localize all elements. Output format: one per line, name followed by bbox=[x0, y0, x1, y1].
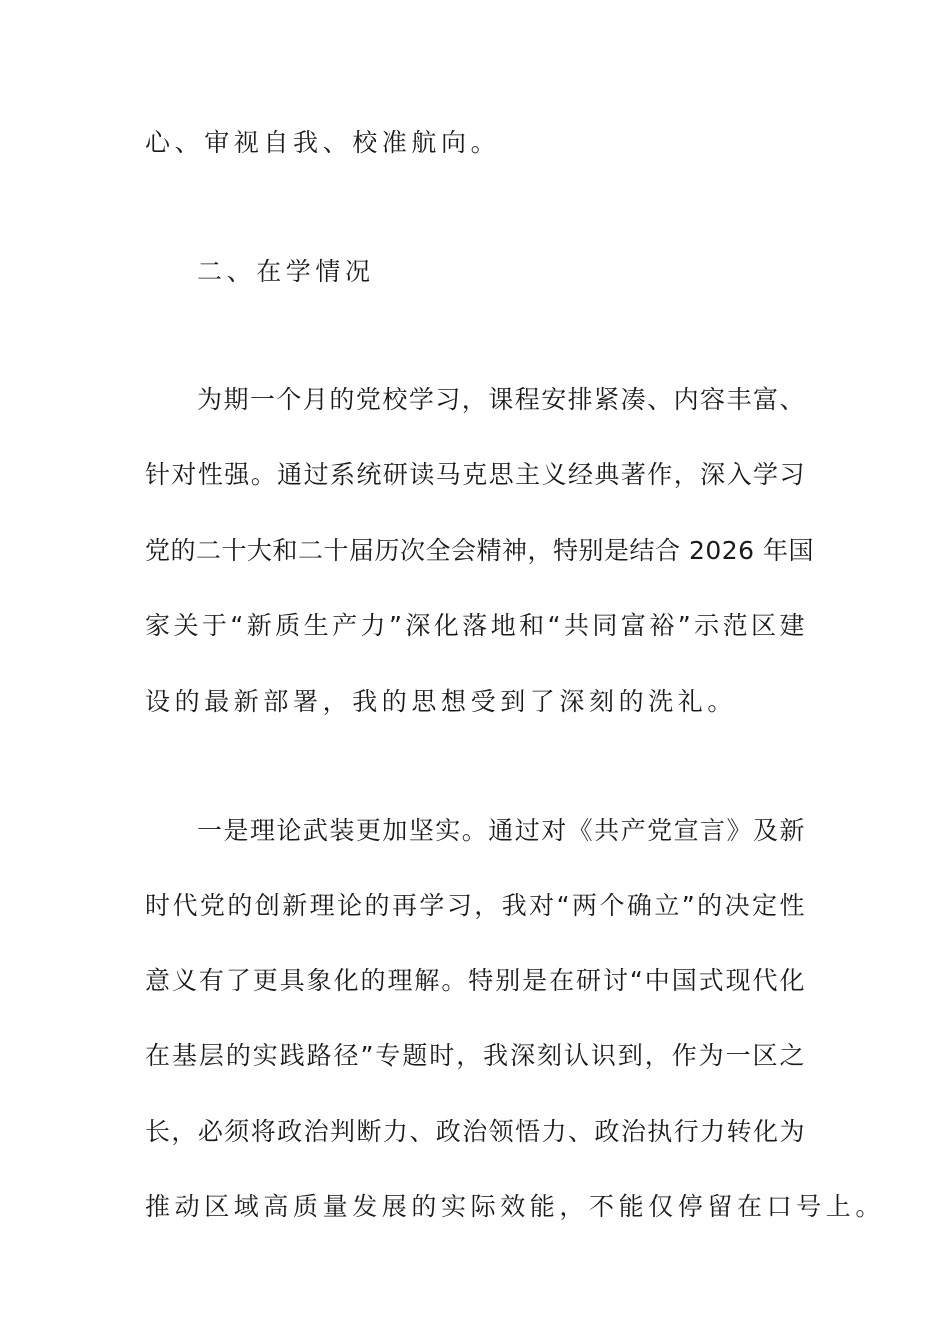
paragraph-line: 推动区域高质量发展的实际效能，不能仅停留在口号上。 bbox=[145, 1192, 886, 1221]
paragraph-line: 家关于“新质生产力”深化落地和“共同富裕”示范区建 bbox=[145, 611, 805, 640]
paragraph-line: 长，必须将政治判断力、政治领悟力、政治执行力转化为 bbox=[145, 1117, 805, 1146]
paragraph-line: 一是理论武装更加坚实。通过对《共产党宣言》及新 bbox=[197, 816, 805, 845]
paragraph-line: 设的最新部署，我的思想受到了深刻的洗礼。 bbox=[145, 687, 738, 716]
paragraph-line: 意义有了更具象化的理解。特别是在研讨“中国式现代化 bbox=[145, 966, 805, 995]
paragraph-line: 时代党的创新理论的再学习，我对“两个确立”的决定性 bbox=[145, 891, 805, 920]
paragraph-line: 在基层的实践路径”专题时，我深刻认识到，作为一区之 bbox=[145, 1041, 805, 1070]
paragraph-line: 针对性强。通过系统研读马克思主义经典著作，深入学习 bbox=[145, 460, 805, 489]
paragraph-line: 为期一个月的党校学习，课程安排紧凑、内容丰富、 bbox=[197, 385, 805, 414]
paragraph-line: 心、审视自我、校准航向。 bbox=[145, 128, 501, 157]
paragraph-line: 党的二十大和二十届历次全会精神，特别是结合 2026 年国 bbox=[145, 536, 815, 565]
section-heading: 二、在学情况 bbox=[197, 257, 375, 286]
